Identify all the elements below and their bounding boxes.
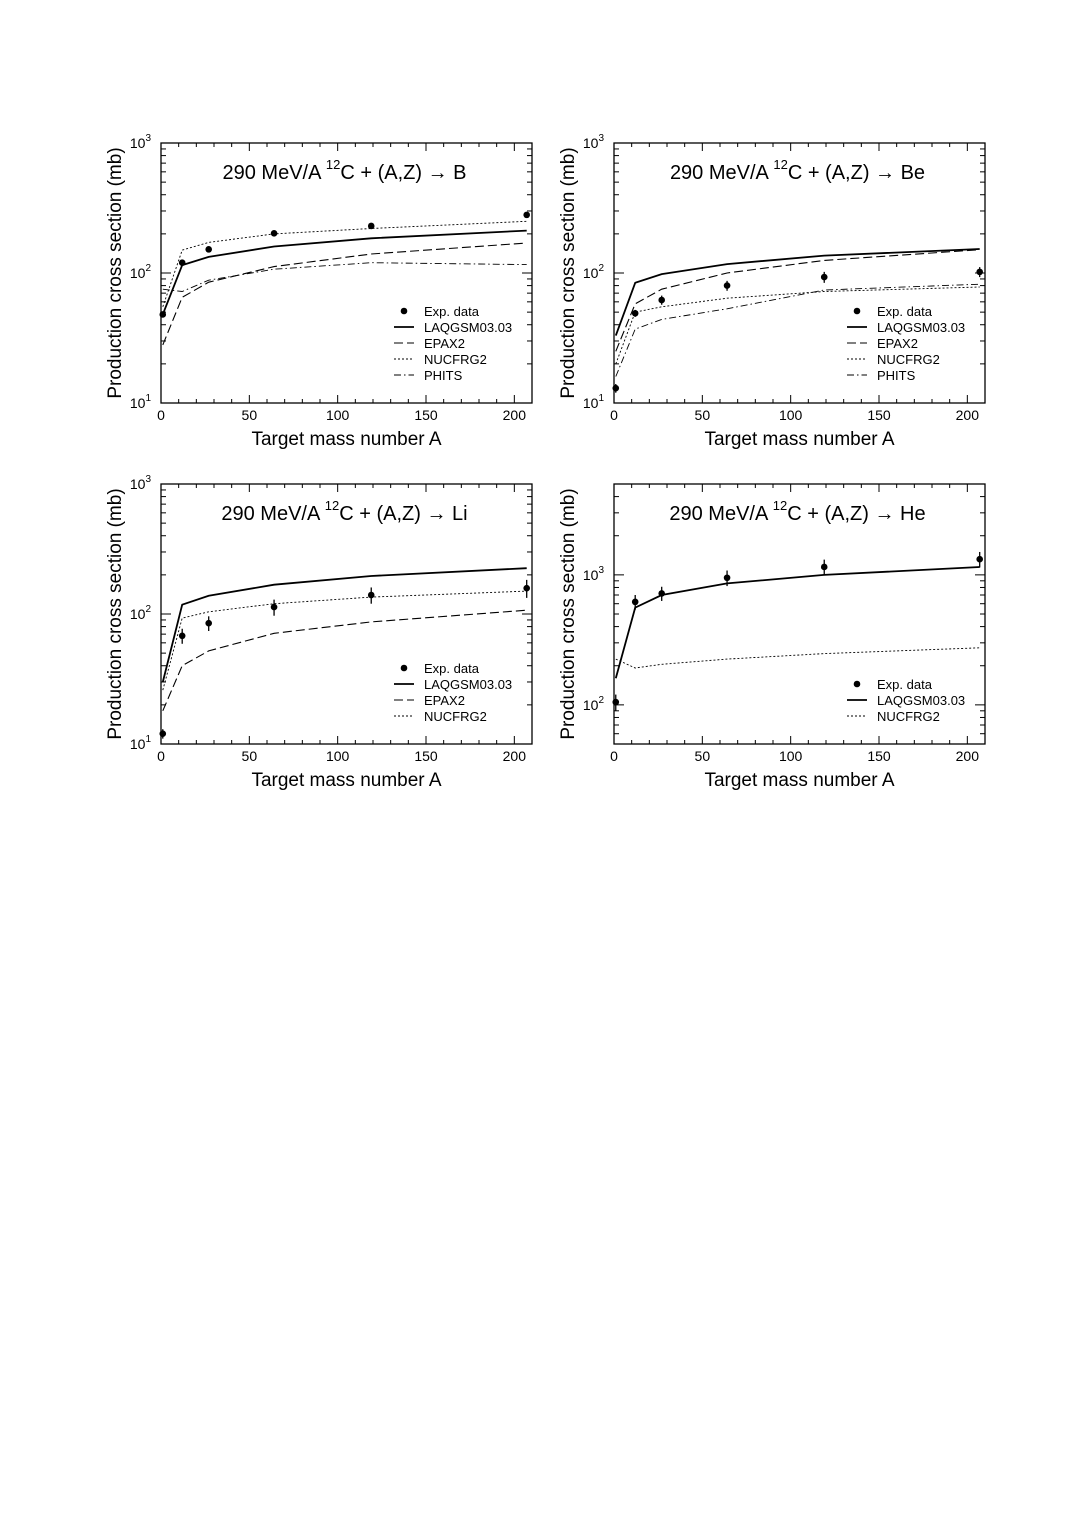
y-tick-label [130, 734, 152, 752]
data-point [976, 269, 983, 276]
title-prefix: 290 MeV/A [221, 503, 325, 525]
chart-panel [558, 133, 985, 450]
y-tick-exponent: 1 [145, 734, 151, 745]
title-superscript: 12 [325, 157, 341, 172]
x-tick-label: 100 [325, 748, 350, 764]
series-line-phits [163, 263, 527, 292]
title-prefix: 290 MeV/A [669, 503, 773, 525]
legend-label: EPAX2 [424, 693, 465, 708]
y-tick-exponent: 3 [145, 474, 151, 485]
data-point [821, 564, 828, 571]
title-superscript: 12 [772, 498, 788, 513]
y-tick-label [583, 695, 605, 713]
legend-marker-point [854, 308, 861, 315]
data-point [612, 385, 619, 392]
x-tick-label: 100 [325, 407, 350, 423]
y-tick-base: 10 [582, 395, 599, 411]
legend-label: NUCFRG2 [424, 709, 487, 724]
y-tick-base: 10 [129, 606, 146, 622]
x-tick-label: 150 [414, 407, 438, 423]
y-tick-label [130, 263, 152, 281]
title-suffix: C + (A,Z) → Be [787, 162, 926, 184]
legend-label: NUCFRG2 [424, 352, 487, 367]
data-point [205, 620, 212, 627]
data-point [368, 592, 375, 599]
legend-label: LAQGSM03.03 [877, 320, 966, 335]
y-tick-exponent: 2 [598, 263, 604, 274]
data-point [658, 297, 665, 304]
data-point [658, 590, 665, 597]
data-point [271, 604, 278, 611]
title-suffix: C + (A,Z) → B [340, 162, 467, 184]
data-point [724, 574, 731, 581]
chart-title [669, 498, 925, 525]
legend-marker-point [854, 681, 861, 688]
series-line-laqgsm03-03 [616, 567, 980, 678]
legend-label: NUCFRG2 [877, 709, 940, 724]
x-tick-label: 50 [694, 407, 711, 423]
x-axis-label: Target mass number A [704, 429, 895, 450]
data-point [179, 259, 186, 266]
title-superscript: 12 [324, 498, 340, 513]
data-point [205, 246, 212, 253]
legend-label: PHITS [877, 368, 916, 383]
legend-label: LAQGSM03.03 [877, 693, 966, 708]
title-superscript: 12 [773, 157, 788, 172]
x-tick-label: 200 [502, 748, 527, 764]
data-point [159, 730, 166, 737]
x-tick-label: 150 [867, 748, 891, 764]
y-tick-exponent: 3 [598, 564, 604, 576]
data-point [523, 585, 530, 592]
y-tick-base: 10 [129, 135, 146, 151]
x-tick-label: 50 [241, 748, 258, 764]
y-tick-label [583, 263, 605, 281]
y-tick-base: 10 [129, 265, 146, 281]
y-tick-base: 10 [129, 736, 146, 752]
legend-label: PHITS [424, 368, 463, 383]
y-tick-label [130, 133, 152, 151]
y-tick-exponent: 3 [598, 133, 604, 144]
title-prefix: 290 MeV/A [222, 162, 326, 184]
legend-label: EPAX2 [877, 336, 918, 351]
legend-label: Exp. data [877, 677, 932, 692]
legend-label: Exp. data [424, 661, 479, 676]
data-point [159, 311, 166, 318]
y-axis-label: Production cross section (mb) [558, 488, 579, 740]
title-prefix: 290 MeV/A [669, 162, 774, 184]
y-tick-label [583, 565, 605, 583]
data-point [179, 632, 186, 639]
y-tick-base: 10 [582, 566, 599, 583]
chart-panel [558, 484, 985, 791]
y-axis-label: Production cross section (mb) [105, 488, 126, 740]
y-tick-base: 10 [582, 696, 599, 713]
series-line-epax2 [616, 250, 980, 352]
x-tick-label: 0 [157, 407, 165, 423]
data-point [632, 599, 639, 606]
legend-marker-point [401, 308, 408, 315]
y-tick-exponent: 2 [145, 604, 151, 615]
legend-label: LAQGSM03.03 [424, 677, 513, 692]
chart-panel [105, 133, 532, 450]
y-axis-label: Production cross section (mb) [558, 147, 579, 399]
chart-title [221, 498, 467, 525]
x-tick-label: 200 [955, 407, 980, 423]
x-axis-label: Target mass number A [251, 429, 442, 450]
legend-label: NUCFRG2 [877, 352, 940, 367]
data-point [612, 699, 619, 706]
data-point [632, 310, 639, 317]
data-point [271, 230, 278, 237]
y-tick-exponent: 1 [598, 393, 604, 404]
x-tick-label: 150 [414, 748, 438, 764]
x-tick-label: 50 [241, 407, 258, 423]
y-tick-exponent: 3 [145, 133, 151, 144]
y-tick-base: 10 [129, 476, 146, 492]
legend-label: Exp. data [877, 304, 932, 319]
y-tick-exponent: 2 [598, 694, 604, 706]
x-axis-label: Target mass number A [251, 770, 442, 791]
y-tick-exponent: 2 [145, 263, 151, 274]
x-tick-label: 200 [955, 748, 980, 764]
series-line-nucfrg2 [616, 648, 980, 668]
y-tick-base: 10 [129, 395, 146, 411]
x-tick-label: 100 [778, 407, 803, 423]
y-tick-label [130, 604, 152, 622]
x-tick-label: 50 [694, 748, 711, 764]
y-tick-label [130, 393, 152, 411]
y-tick-label [130, 474, 152, 492]
x-tick-label: 0 [157, 748, 165, 764]
data-point [724, 282, 731, 289]
y-tick-exponent: 1 [145, 393, 151, 404]
title-suffix: C + (A,Z) → Li [339, 503, 468, 525]
y-tick-base: 10 [582, 265, 599, 281]
x-tick-label: 200 [502, 407, 527, 423]
y-tick-base: 10 [582, 135, 599, 151]
chart-panel [105, 474, 532, 791]
legend-marker-point [401, 665, 408, 672]
series-line-laqgsm03-03 [163, 231, 527, 315]
data-point [976, 556, 983, 563]
chart-title [670, 157, 925, 184]
x-tick-label: 0 [610, 407, 618, 423]
legend-label: EPAX2 [424, 336, 465, 351]
data-point [821, 274, 828, 281]
legend-label: LAQGSM03.03 [424, 320, 513, 335]
x-tick-label: 150 [867, 407, 891, 423]
y-axis-label: Production cross section (mb) [105, 147, 126, 399]
x-axis-label: Target mass number A [704, 770, 895, 791]
x-tick-label: 0 [610, 748, 618, 764]
y-tick-label [583, 133, 605, 151]
legend-label: Exp. data [424, 304, 479, 319]
data-point [368, 223, 375, 230]
chart-title [223, 157, 467, 184]
data-point [523, 212, 530, 219]
title-suffix: C + (A,Z) → He [787, 503, 926, 525]
x-tick-label: 100 [778, 748, 803, 764]
y-tick-label [583, 393, 605, 411]
